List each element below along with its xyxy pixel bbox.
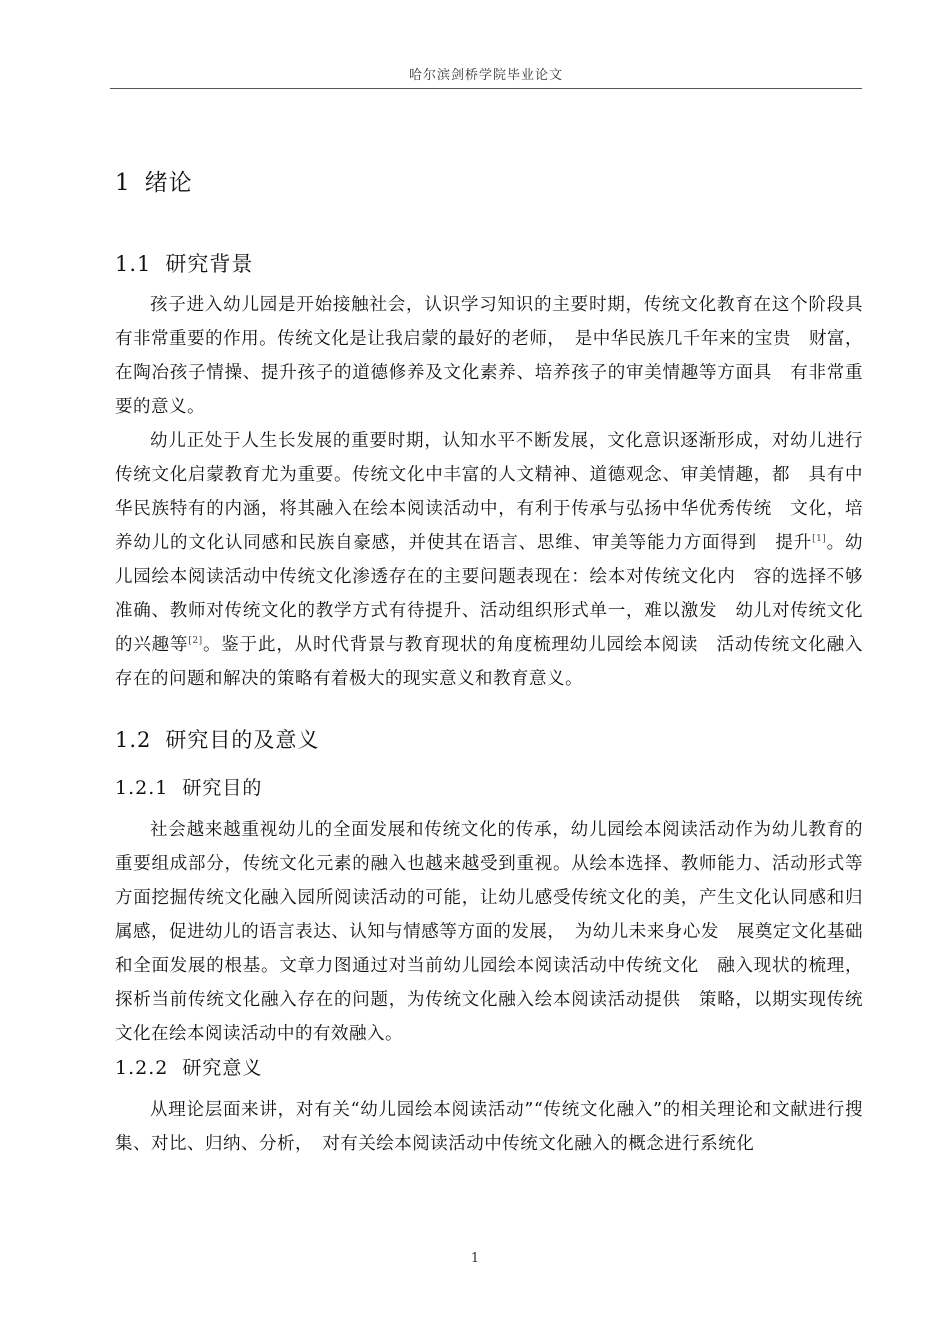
paragraph-purpose: 社会越来越重视幼儿的全面发展和传统文化的传承，幼儿园绘本阅读活动作为幼儿教育的重要组成部分，传统文化元素的融入也越来越受到重视。从绘本选择、教师能力、活动形式等方面挖掘传统文化融入园所阅读活动的可能，让幼儿感受传统文化的美，产生文化认同感和归属感，促进幼儿的语言表达、认知与情感等方面的发展， 为幼儿未来身心发 展奠定文化基础和全面发展的根基。文章力图通过对当前幼儿园绘本阅读活动中传统文化 融入现状的梳理，探析当前传统文化融入存在的问题，为传统文化融入绘本阅读活动提供 策略，以期实现传统文化在绘本阅读活动中的有效融入。 — [115, 820, 863, 1044]
page-header: 哈尔滨剑桥学院毕业论文 — [408, 68, 563, 83]
paragraph-significance: 从理论层面来讲，对有关“幼儿园绘本阅读活动”“传统文化融入”的相关理论和文献进行搜集、对比、归纳、分析， 对有关绘本阅读活动中传统文化融入的概念进行系统化 — [115, 1100, 863, 1154]
section-heading-purpose-significance — [115, 724, 319, 754]
citation-ref: [1] — [812, 534, 827, 545]
paragraph-background-2 — [115, 424, 863, 696]
section-title: 研究背景 — [165, 252, 254, 276]
subsection-heading-significance — [115, 1053, 262, 1080]
paragraph-text: 。幼儿园绘本阅读活动中传统文化渗透存在的主要问题表现在：绘本对传统文化内 容的选择不够准确、教师对传统文化的教学方式有待提升、活动组织形式单一，难以激发 幼儿对传统文化的兴趣等 — [115, 533, 863, 655]
citation-ref: [2] — [188, 636, 203, 647]
paragraph-background-1: 孩子进入幼儿园是开始接触社会，认识学习知识的主要时期，传统文化教育在这个阶段具有非常重要的作用。传统文化是让我启蒙的最好的老师， 是中华民族几千年来的宝贵 财富，在陶冶孩子情操、提升孩子的道德修养及文化素养、培养孩子的审美情趣等方面具 有非常重要的意义。 — [115, 295, 863, 417]
chapter-title: 绪论 — [144, 170, 193, 196]
section-heading-background — [115, 248, 253, 278]
chapter-heading — [115, 164, 193, 197]
section-number: 1.2 — [115, 728, 152, 752]
subsection-number: 1.2.1 — [115, 777, 169, 799]
section-number: 1.1 — [115, 252, 152, 276]
page-number: 1 — [470, 1251, 480, 1266]
subsection-number: 1.2.2 — [115, 1057, 169, 1079]
subsection-title: 研究意义 — [182, 1057, 263, 1079]
paragraph-text: 。鉴于此，从时代背景与教育现状的角度梳理幼儿园绘本阅读 活动传统文化融入存在的问题和解决的策略有着极大的现实意义和教育意义。 — [115, 635, 863, 689]
chapter-number: 1 — [115, 170, 131, 196]
subsection-heading-purpose — [115, 773, 262, 800]
header-rule — [110, 88, 862, 89]
section-title: 研究目的及意义 — [165, 728, 320, 752]
subsection-title: 研究目的 — [182, 777, 263, 799]
paragraph-text: 幼儿正处于人生长发展的重要时期，认知水平不断发展，文化意识逐渐形成，对幼儿进行传统文化启蒙教育尤为重要。传统文化中丰富的人文精神、道德观念、审美情趣，都 具有中华民族特有的内涵，将其融入在绘本阅读活动中，有利于传承与弘扬中华优秀传统 文化，培养幼儿的文化认同感和民族自豪感，并使其在语言、思维、审美等能力方面得到 提升 — [115, 431, 863, 553]
